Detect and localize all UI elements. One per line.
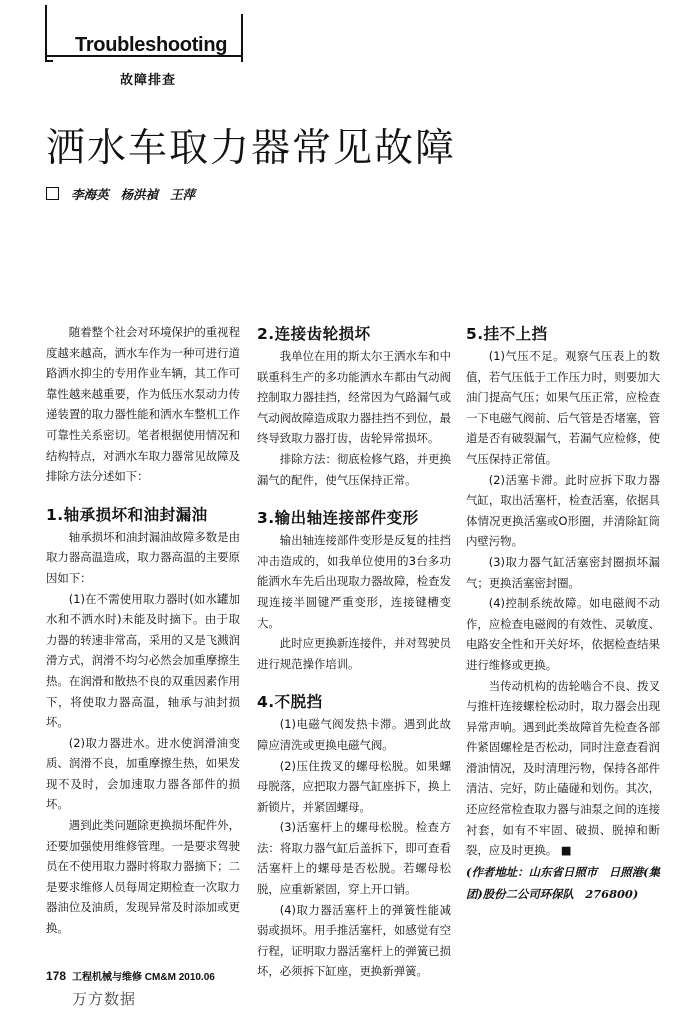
paragraph: (4)取力器活塞杆上的弹簧性能减弱或损坏。用手推活塞杆，如感觉有空行程，证明取力器活塞杆上的弹簧已损坏，必须拆下缸座，更换新弹簧。 [257,902,451,979]
column-2 [257,322,451,982]
paragraph [466,676,660,861]
author-name: 杨洪禎 [120,187,159,202]
paragraph: 输出轴连接部件变形是反复的挂挡冲击造成的，如我单位使用的3台多功能洒水车先后出现取力器故障，检查发现连接半圆键严重变形，连接键槽变大。 [257,533,451,630]
article-authors [46,185,207,203]
column-1 [46,322,240,939]
paragraph: (3)取力器气缸活塞密封圈损坏漏气；更换活塞密封圈。 [466,554,660,590]
paragraph: 我单位在用的斯太尔王洒水车和中联重科生产的多功能洒水车都由气动阀控制取力器挂挡，经常因为气路漏气或气动阀故障造成取力器挂挡不到位，最终导致取力器打齿，齿轮异常损坏。 [257,349,451,446]
paragraph: (1)在不需使用取力器时(如水罐加水和不洒水时)未能及时摘下。由于取力器的转速非常高，采用的又是飞溅润滑方式，润滑不均匀必然会加重摩擦生热。在润滑和散热不良的双重因素作用下，将使取力器高温，轴承与油封损坏。 [46,591,240,730]
paragraph: (3)活塞杆上的螺母松脱。检查方法：将取力器气缸后盖拆下，即可查看活塞杆上的螺母是否松脱。若螺母松脱，应重新紧固，穿上开口销。 [257,820,451,897]
watermark: 万方数据 [72,990,137,1008]
section-4-heading: 4.不脱挡 [257,693,323,712]
author-name: 李海英 [71,187,109,202]
section-5-heading: 5.挂不上挡 [466,325,548,343]
article-title: 洒水车取力器常见故障 [46,126,457,171]
paragraph: 此时应更换新连接件，并对驾驶员进行规范操作培训。 [257,636,451,671]
paragraph: (4)控制系统故障。如电磁阀不动作，应检查电磁阀的有效性、灵敏度、电路安全性和开关好坏，依据检查结果进行维修或更换。 [466,596,660,672]
header-bracket-left [45,5,53,62]
intro-paragraph: 随着整个社会对环境保护的重视程度越来越高，洒水车作为一种可进行道路洒水抑尘的专用作业车辆，其工作可靠性越来越重要，作为低压水泵动力传递装置的取力器性能和洒水车整机工作可靠性关系密切。笔者根据使用情况和结构特点，对洒水车取力器常见故障及排除方法分述如下： [46,325,240,484]
author-marker-icon [46,187,59,200]
paragraph: 遇到此类问题除更换损坏配件外，还要加强使用维修管理。一是要求驾驶员在不使用取力器时将取力器摘下；二是要求维修人员每周定期检查一次取力器油位及油质，发现异常及时添加或更换。 [46,818,240,936]
section-3-heading: 3.输出轴连接部件变形 [257,509,419,528]
column-3 [466,322,660,905]
page-number: 178 [46,969,67,983]
paragraph: (1)电磁气阀发热卡滞。遇到此故障应清洗或更换电磁气阀。 [257,717,451,752]
section-title-en: Troubleshooting [75,34,228,56]
journal-name: 工程机械与维修 CM&M 2010.06 [72,972,215,983]
paragraph: (2)压住拨叉的螺母松脱。如果螺母脱落，应把取力器气缸座拆下，换上新锁片，并紧固螺母。 [257,758,451,814]
page-footer [46,968,215,983]
section-1-heading: 1.轴承损坏和油封漏油 [46,505,208,524]
paragraph: (2)取力器进水。进水使润滑油变质、润滑不良，加重摩擦生热，如果发现不及时，会加速取力器各部件的损坏。 [46,735,240,812]
section-2-heading: 2.连接齿轮损坏 [257,325,371,343]
author-name: 王萍 [170,187,196,202]
paragraph: 排除方法：彻底检修气路，并更换漏气的配件，使气压保持正常。 [257,451,451,487]
paragraph: 轴承损坏和油封漏油故障多数是由取力器高温造成，取力器高温的主要原因如下： [46,529,240,585]
paragraph: (2)活塞卡滞。此时应拆下取力器气缸，取出活塞杆，检查活塞，依据具体情况更换活塞或O形圈，并清除缸筒内壁污物。 [466,472,660,549]
paragraph: (1)气压不足。观察气压表上的数值，若气压低于工作压力时，则要加大油门提高气压；如果气压正常，应检查一下电磁气阀前、后气管是否堵塞，管道是否有破裂漏气，若漏气应检修，使气压保持正常值。 [466,349,660,466]
end-mark-icon: ■ [560,843,572,858]
section-title-cn: 故障排查 [120,73,177,88]
author-address: (作者地址：山东省日照市 日照港(集团)股份二公司环保队 276800) [466,864,660,901]
paragraph-text: 当传动机构的齿轮啮合不良、拨叉与推杆连接螺栓松动时，取力器会出现异常声响。遇到此类故障首先检查各部件紧固螺栓是否松动，同时注意查看润滑油情况，及时清理污物，保持各部件清洁、完好，防止磕碰和划伤。其次，还应经常检查取力器与油泵之间的连接衬套，如有不牢固、破损、脱掉和断裂，应及时更换。 [466,678,660,858]
